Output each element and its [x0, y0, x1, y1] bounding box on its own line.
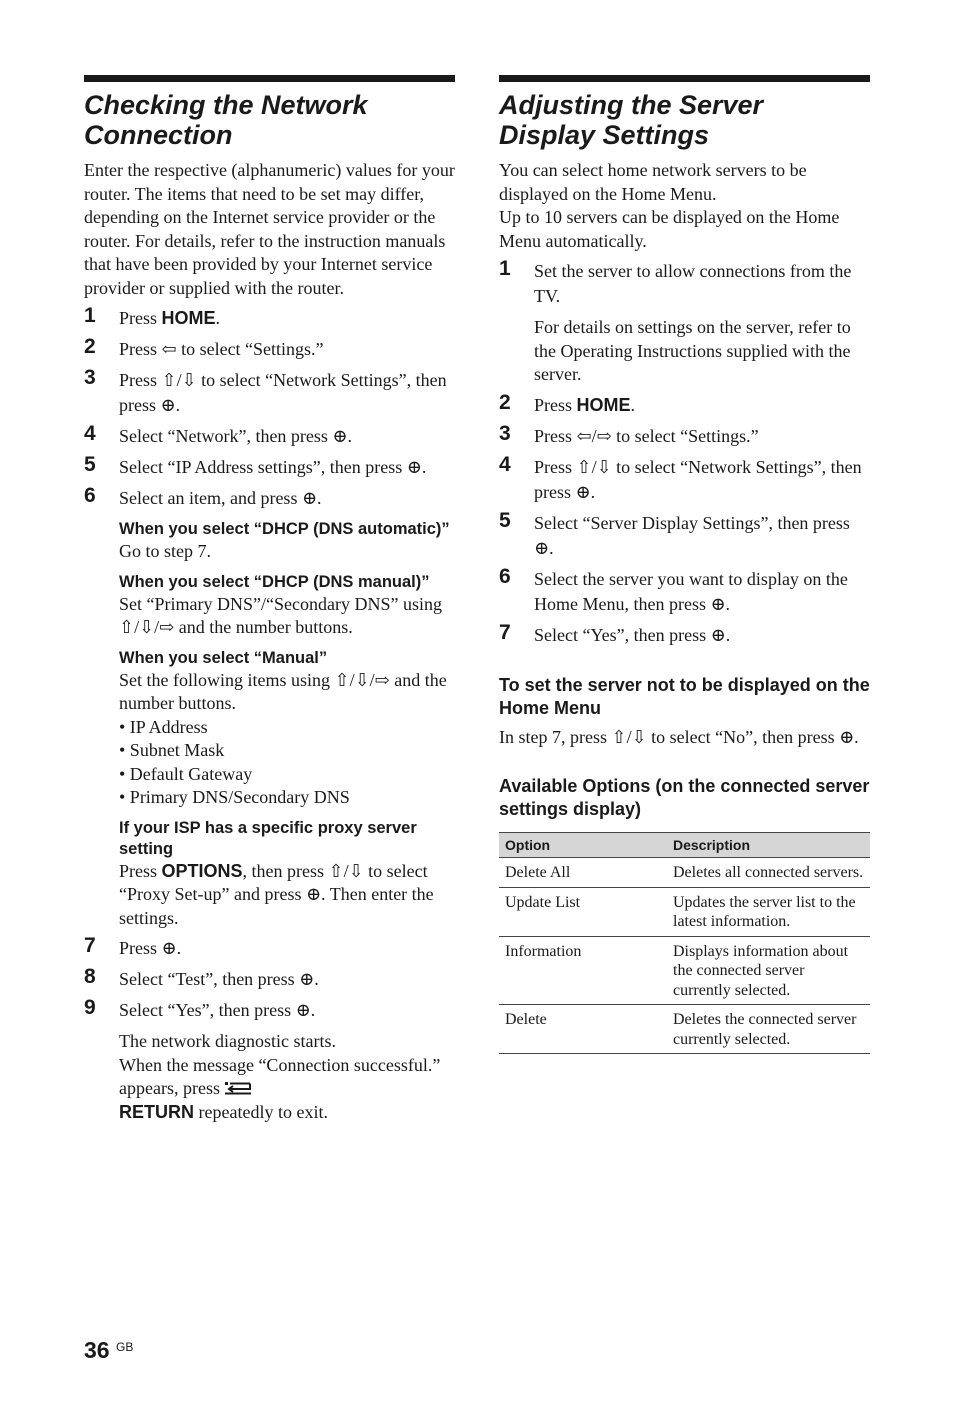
column-header: Option	[499, 833, 667, 858]
left-column	[84, 75, 455, 1124]
table-row: Information Displays information about the connected server currently selected.	[499, 936, 870, 1005]
step-9-notes: The network diagnostic starts. When the message “Connection successful.” appears, press RETURN repeatedly to exit.	[119, 1031, 441, 1122]
step-5: 5 Select “Server Display Settings”, then press ⊕.	[499, 508, 850, 558]
step-9: 9 Select “Yes”, then press ⊕.	[84, 996, 316, 1020]
bullet-item: • IP Address	[119, 716, 208, 737]
intro-text: Enter the respective (alphanumeric) values for your router. The items that need to be set may differ, depending on the Internet service provider or the router. For details, refer to the instruction manuals that have been provided by your Internet service provider or supplied with the router.	[84, 160, 455, 298]
table-row: Update List Updates the server list to the latest information.	[499, 887, 870, 936]
step-5: 5 Select “IP Address settings”, then press ⊕.	[84, 453, 427, 477]
step-1-note: For details on settings on the server, refer to the Operating Instructions supplied with the server.	[534, 317, 851, 384]
section-rule	[84, 75, 455, 82]
options-table	[499, 832, 870, 1054]
subheading-manual: When you select “Manual”	[119, 648, 328, 667]
step-6: 6 Select the server you want to display on the Home Menu, then press ⊕.	[499, 564, 848, 614]
intro-text-2: Up to 10 servers can be displayed on the Home Menu automatically.	[499, 207, 840, 251]
return-icon	[224, 1081, 252, 1095]
step-2: 2 Press ⇦ to select “Settings.”	[84, 335, 324, 359]
subheading-proxy: If your ISP has a specific proxy server setting	[119, 818, 417, 858]
bullet-item: • Subnet Mask	[119, 740, 225, 760]
step-1: 1 Press HOME.	[84, 304, 221, 328]
step-2: 2 Press HOME.	[499, 390, 636, 415]
step-6: 6 Select an item, and press ⊕.	[84, 484, 322, 508]
subheading-dhcp-manual: When you select “DHCP (DNS manual)”	[119, 572, 430, 591]
heading-available-options: Available Options (on the connected server settings display)	[499, 776, 870, 819]
step-3: 3 Press ⇦/⇨ to select “Settings.”	[499, 421, 759, 446]
page-number: 36 $^{GB}$	[84, 1337, 134, 1363]
table-header-row	[499, 833, 870, 858]
step-4: 4 Select “Network”, then press ⊕.	[84, 422, 353, 446]
step-1: 1 Set the server to allow connections from the TV.	[499, 257, 852, 306]
step-4: 4 Press ⇧/⇩ to select “Network Settings”, then press ⊕.	[499, 452, 862, 502]
step-7: 7 Press ⊕.	[84, 934, 182, 958]
bullet-item: • Default Gateway	[119, 763, 253, 784]
table-row: Delete Deletes the connected server currently selected.	[499, 1005, 870, 1054]
section-title-network: Checking the Network Connection	[84, 90, 368, 150]
right-column	[499, 75, 870, 1054]
intro-text: You can select home network servers to be displayed on the Home Menu.	[499, 160, 807, 204]
subheading-dhcp-auto: When you select “DHCP (DNS automatic)”	[119, 520, 450, 538]
table-row: Delete All Deletes all connected servers.	[499, 858, 870, 888]
step-7: 7 Select “Yes”, then press ⊕.	[499, 620, 731, 645]
section-title-server: Adjusting the Server Display Settings	[499, 90, 764, 150]
step-8: 8 Select “Test”, then press ⊕.	[84, 965, 319, 989]
heading-not-displayed: To set the server not to be displayed on the Home Menu	[499, 674, 870, 718]
section-rule	[499, 75, 870, 82]
not-displayed-text: In step 7, press ⇧/⇩ to select “No”, then press ⊕.	[499, 726, 859, 747]
bullet-item: • Primary DNS/Secondary DNS	[119, 787, 350, 807]
step-6-details: When you select “DHCP (DNS automatic)” Go to step 7. When you select “DHCP (DNS manual)” Set “Primary DNS”/“Secondary DNS” using ⇧/⇩/⇨ and the number buttons. When you select “Manual” Set the following items using ⇧/⇩/⇨ and the number buttons. • IP Address • Subnet Mask • Default Gateway • Primary DNS/Secondary DNS If your ISP has a specific proxy server setting Press OPTIONS, then press ⇧/⇩ to select “Proxy Set-up” and press ⊕. Then enter the settings.	[84, 519, 455, 930]
step-3: 3 Press ⇧/⇩ to select “Network Settings”, then press ⊕.	[84, 366, 447, 415]
column-header: Description	[667, 833, 870, 858]
